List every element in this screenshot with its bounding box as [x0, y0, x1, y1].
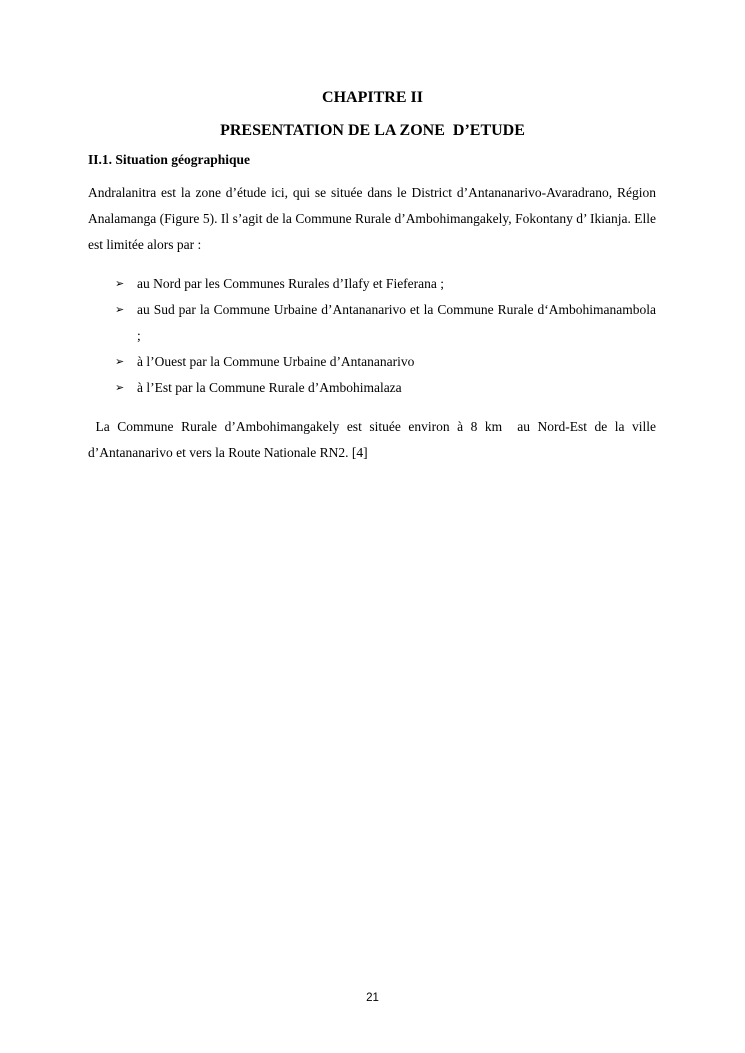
list-item	[88, 349, 656, 375]
arrowhead-bullet-icon: ➢	[115, 277, 125, 290]
boundary-list	[88, 271, 656, 401]
section-heading: II.1. Situation géographique	[88, 152, 251, 167]
list-item	[88, 375, 656, 401]
list-item-text: au Nord par les Communes Rurales d’Ilafy et Fieferana ;	[137, 276, 445, 291]
arrowhead-bullet-icon: ➢	[115, 355, 125, 368]
list-item	[88, 271, 656, 297]
page-number: 21	[366, 992, 379, 1004]
list-item-text: à l’Ouest par la Commune Urbaine d’Antananarivo	[137, 354, 415, 369]
location-paragraph: La Commune Rurale d’Ambohimangakely est située environ à 8 km au Nord-Est de la ville d’Antananarivo et vers la Route Nationale RN2. [4]	[88, 419, 660, 460]
list-item-text: à l’Est par la Commune Rurale d’Ambohimalaza	[137, 380, 402, 395]
list-item-text: au Sud par la Commune Urbaine d’Antananarivo et la Commune Rurale d‘Ambohimanambola ;	[137, 302, 656, 343]
list-item	[88, 297, 656, 349]
chapter-label: CHAPITRE II	[322, 89, 423, 106]
arrowhead-bullet-icon: ➢	[115, 303, 125, 316]
arrowhead-bullet-icon: ➢	[115, 381, 125, 394]
intro-paragraph: Andralanitra est la zone d’étude ici, qui se située dans le District d’Antananarivo-Avaradrano, Région Analamanga (Figure 5). Il s’agit de la Commune Rurale d’Ambohimangakely, Fokontany d’ Ikianja. Elle est limitée alors par :	[88, 185, 656, 252]
chapter-title: PRESENTATION DE LA ZONE D’ETUDE	[220, 122, 525, 139]
